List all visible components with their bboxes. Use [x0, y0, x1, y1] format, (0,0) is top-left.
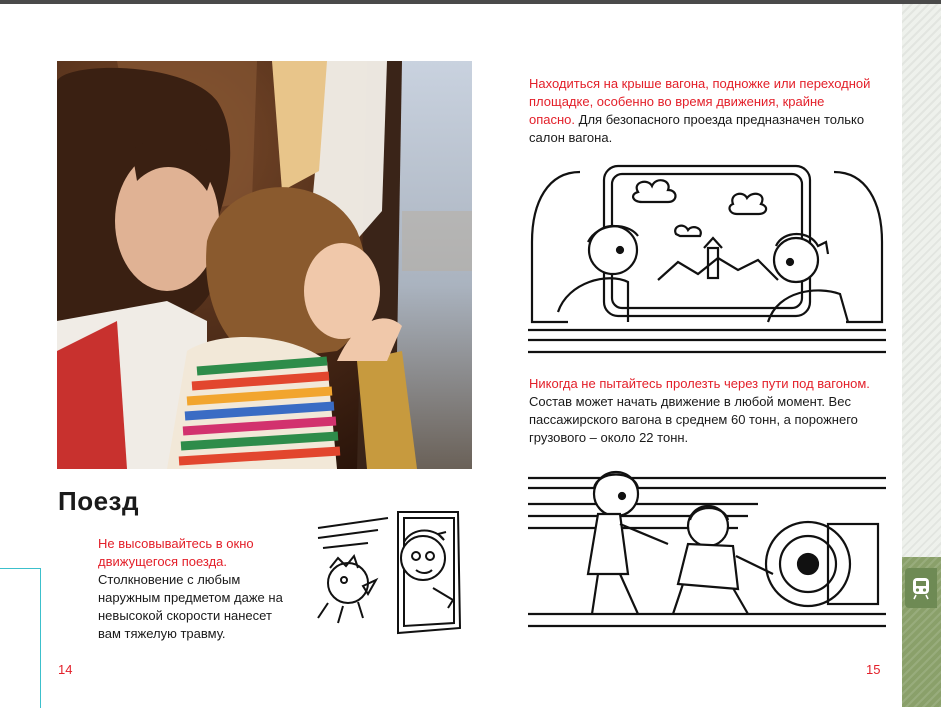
section-tab[interactable]	[905, 568, 937, 608]
warning-window-text: Столкновение с любым наружным предметом даже на невысокой скорости нанесет вам тяжелую травму.	[98, 572, 283, 641]
page-number-left: 14	[58, 662, 73, 677]
train-icon	[911, 576, 931, 600]
block-tracks-text: Состав может начать движение в любой момент. Вес пассажирского вагона в среднем 60 тонн, а порожнего грузового – около 22 тонн.	[529, 394, 858, 445]
block-tracks-red: Никогда не пытайтесь пролезть через пути под вагоном.	[529, 376, 870, 391]
illustration-compartment	[528, 162, 886, 358]
illustration-bird-window	[308, 508, 468, 638]
warning-window	[98, 535, 298, 643]
photo-train-window	[57, 61, 472, 469]
block-roof-danger	[529, 75, 874, 147]
block-tracks-danger	[529, 375, 874, 447]
block-roof-red: Находиться на крыше вагона, подножке или переходной площадке, особенно во время движения, крайне опасно.	[529, 76, 871, 127]
block-roof-text: Для безопасного проезда предназначен только салон вагона.	[529, 112, 865, 145]
page-title: Поезд	[58, 486, 139, 516]
decor-bracket	[0, 568, 41, 708]
illustration-tracks	[528, 464, 886, 634]
page-number-right: 15	[866, 662, 881, 677]
warning-window-red: Не высовывайтесь в окно движущегося поезда.	[98, 536, 254, 569]
top-bar	[0, 0, 941, 4]
